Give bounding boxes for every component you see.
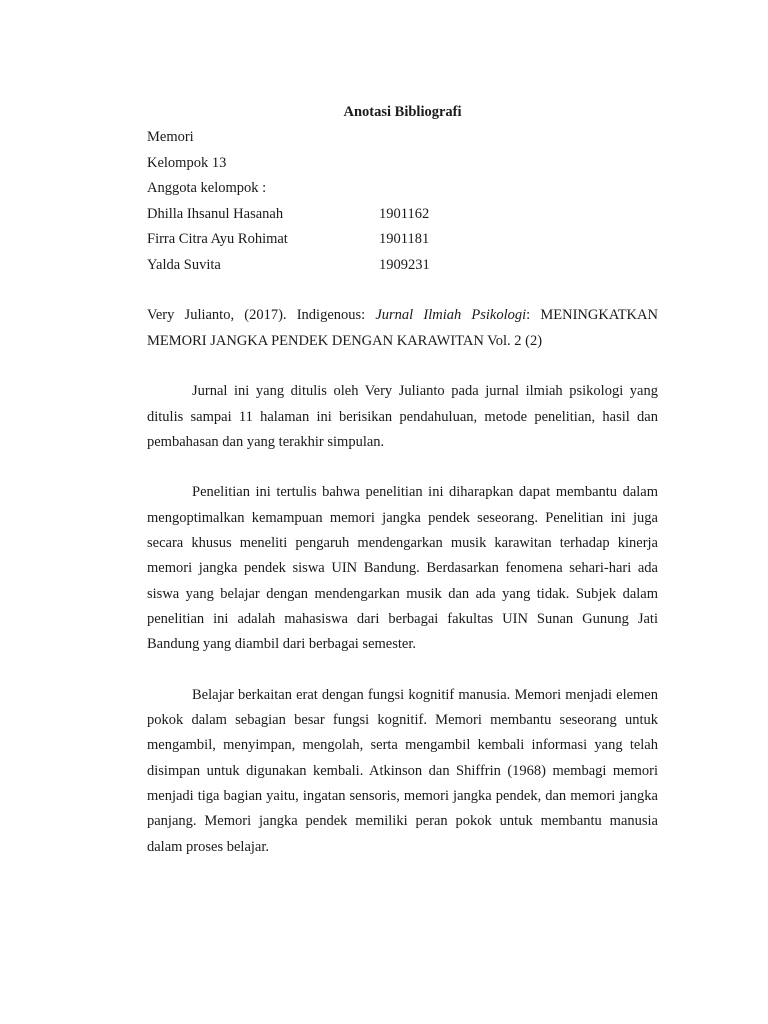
citation — [147, 303, 658, 354]
spacer — [147, 278, 658, 303]
member-row — [147, 253, 658, 279]
member-id: 1909231 — [379, 256, 430, 273]
member-name: Yalda Suvita — [147, 256, 221, 273]
member-name: Firra Citra Ayu Rohimat — [147, 231, 288, 247]
group-line: Kelompok 13 — [147, 154, 227, 171]
members-label: Anggota kelompok : — [147, 180, 267, 196]
body-paragraph: Jurnal ini yang ditulis oleh Very Julianto pada jurnal ilmiah psikologi yang ditulis sampai 11 halaman ini berisikan pendahuluan, metode penelitian, hasil dan pembahasan dan yang terakhir simpulan. — [147, 383, 658, 450]
spacer — [147, 455, 658, 480]
spacer — [147, 658, 658, 683]
member-row — [147, 227, 658, 253]
spacer — [147, 354, 658, 379]
body-paragraph: Belajar berkaitan erat dengan fungsi kognitif manusia. Memori menjadi elemen pokok dalam sebagian besar fungsi kognitif. Memori membantu seseorang untuk mengambil, menyimpan, mengolah, serta mengambil kembali informasi yang telah disimpan untuk digunakan kembali. Atkinson dan Shiffrin (1968) membagi memori menjadi tiga bagian yaitu, ingatan sensoris, memori jangka pendek, dan memori jangka panjang. Memori jangka pendek memiliki peran pokok untuk membantu manusia dalam proses belajar. — [147, 686, 658, 855]
member-id: 1901181 — [379, 231, 430, 247]
citation-journal: Jurnal Ilmiah Psikologi — [375, 307, 527, 323]
body-paragraph: Penelitian ini tertulis bahwa penelitian ini diharapkan dapat membantu dalam mengoptimalkan kemampuan memori jangka pendek seseorang. Penelitian ini juga secara khusus meneliti pengaruh mendengarkan musik karawitan terhadap kinerja memori jangka pendek siswa UIN Bandung. Berdasarkan fenomena sehari-hari ada siswa yang belajar dengan mendengarkan musik dan ada yang tidak. Subjek dalam penelitian ini adalah mahasiswa dari berbagai fakultas UIN Sunan Gunung Jati Bandung yang diambil dari berbagai semester. — [147, 484, 658, 653]
topic-line: Memori — [147, 129, 194, 145]
citation-suffix: : MENINGKATKAN MEMORI JANGKA PENDEK DENGAN KARAWITAN Vol. 2 (2) — [147, 307, 658, 349]
member-name: Dhilla Ihsanul Hasanah — [147, 205, 284, 222]
member-id: 1901162 — [379, 205, 430, 222]
member-row — [147, 202, 658, 228]
citation-prefix: Very Julianto, (2017). Indigenous: — [147, 307, 376, 323]
document-title: Anotasi Bibliografi — [343, 104, 462, 120]
document-page — [147, 100, 658, 860]
